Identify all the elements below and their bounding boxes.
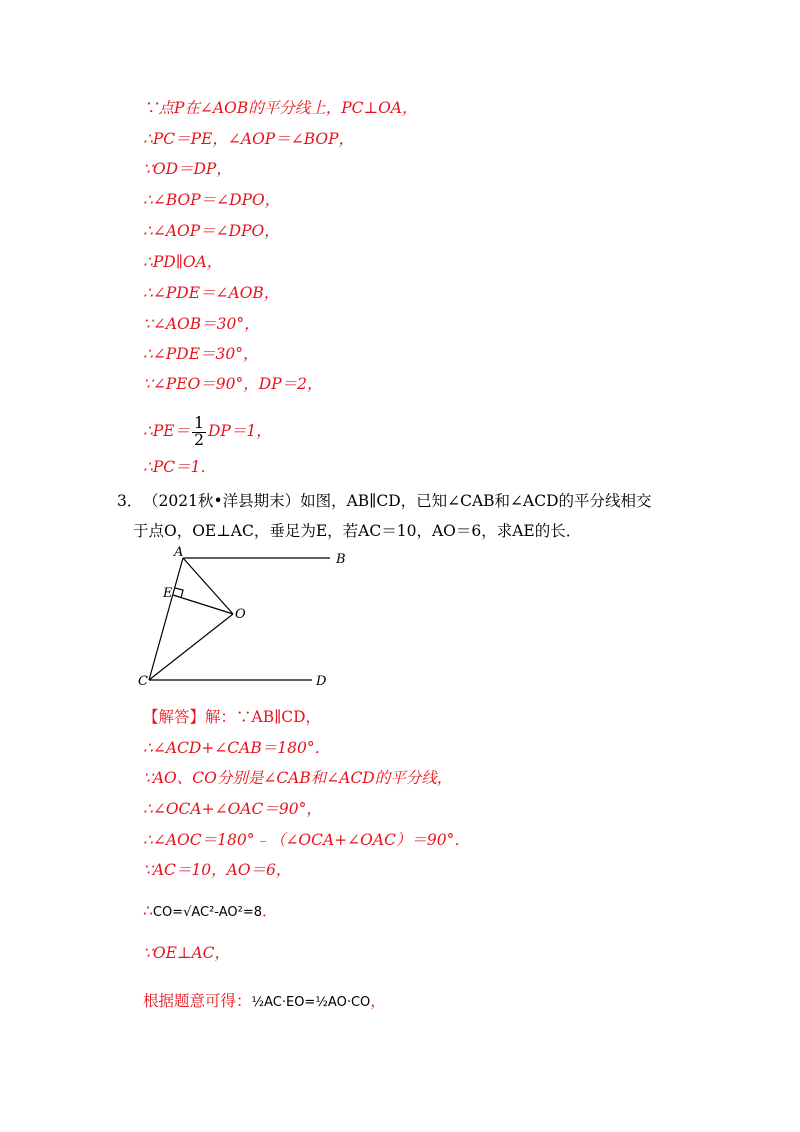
half-fraction: $\frac{1}{2}$ (194, 414, 204, 449)
problem-text-line-2: 于点O，OE⊥AC，垂足为E，若AC＝10，AO＝6，求AE的长． (133, 522, 582, 540)
final-formula: ½AC·EO=½AO·CO (251, 995, 371, 1010)
label-a: A (174, 545, 184, 560)
pe-equation: ∴PE＝ $\frac{1}{2}$ DP＝1， (143, 414, 272, 449)
co-formula: CO=√AC²-AO²=8 (152, 905, 262, 920)
proof-line-2: ∴PC＝PE，∠AOP＝∠BOP， (143, 130, 355, 148)
oe-line: ∵OE⊥AC， (143, 944, 231, 962)
solution-line-6: ∵AC＝10，AO＝6， (143, 861, 292, 879)
proof-line-1: ∵点P在∠AOB的平分线上，PC⊥OA， (143, 99, 418, 117)
segment-co (149, 614, 233, 680)
final-equation: 根据题意可得：½AC·EO=½AO·CO， (143, 992, 386, 1010)
solution-line-2: ∴∠ACD+∠CAB＝180°． (143, 739, 331, 757)
proof-line-10: ∵∠PEO＝90°，DP＝2， (143, 375, 323, 393)
co-equation: ∴CO=√AC²-AO²=8． (143, 902, 278, 920)
segment-ac (149, 558, 183, 680)
solution-line-1: 【解答】解：∵AB∥CD， (143, 708, 322, 726)
label-b: B (336, 552, 346, 567)
pc-equation: ∴PC＝1． (143, 458, 217, 476)
proof-line-9: ∴∠PDE＝30°， (143, 345, 259, 363)
proof-line-7: ∴∠PDE＝∠AOB， (143, 284, 280, 302)
label-o: O (235, 607, 246, 622)
solution-line-4: ∴∠OCA+∠OAC＝90°， (143, 800, 322, 818)
label-d: D (316, 674, 327, 689)
problem-text-line-1: （2021秋•洋县期末）如图，AB∥CD，已知∠CAB和∠ACD的平分线相交 (143, 492, 652, 510)
proof-line-8: ∵∠AOB＝30°， (143, 315, 260, 333)
proof-line-6: ∴PD∥OA， (143, 253, 223, 271)
problem-number: 3． (117, 492, 143, 510)
solution-line-3: ∵AO、CO分别是∠CAB和∠ACD的平分线， (143, 769, 453, 787)
proof-line-4: ∴∠BOP＝∠DPO， (143, 191, 281, 209)
proof-line-3: ∵OD＝DP， (143, 160, 232, 178)
label-e: E (163, 586, 173, 601)
proof-line-5: ∴∠AOP＝∠DPO， (143, 222, 280, 240)
solution-line-5: ∴∠AOC＝180°﹣（∠OCA+∠OAC）＝90°． (143, 831, 470, 849)
label-c: C (138, 674, 148, 689)
